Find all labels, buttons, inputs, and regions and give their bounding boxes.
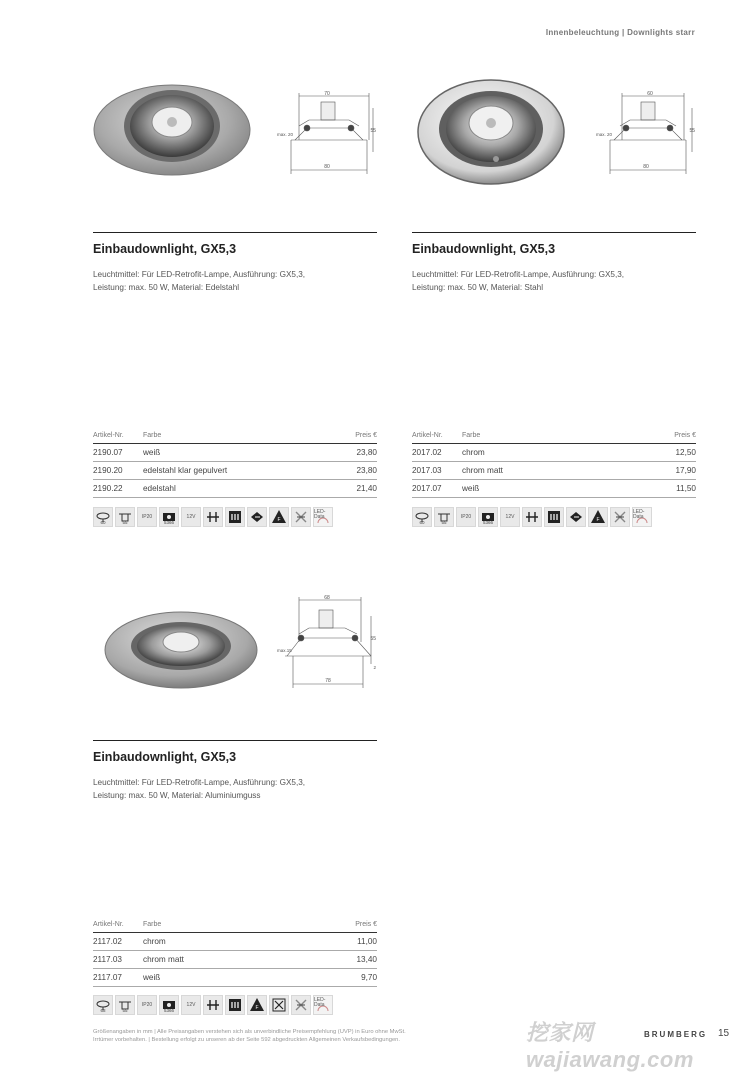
voltage-icon: 12V: [181, 995, 201, 1015]
product-divider: [93, 740, 377, 741]
col-article-no: Artikel-Nr.: [412, 430, 462, 444]
svg-text:F: F: [277, 517, 281, 523]
lamp-code-icon: 5366: [478, 507, 498, 527]
dim-top-1: 70: [324, 91, 330, 97]
spec-icons-1: [93, 507, 333, 527]
table-row: 2017.03 chrom matt 17,90: [412, 462, 696, 480]
col-price: Preis €: [329, 430, 377, 444]
mounting-icon: [522, 507, 542, 527]
ip-rating-icon: IP20: [137, 507, 157, 527]
product-photo-3: [103, 598, 263, 698]
dim-height-1: 55: [370, 128, 376, 134]
product-photo-2: [416, 77, 566, 187]
product-title: Einbaudownlight, GX5,3: [93, 242, 237, 256]
page-number: 15: [718, 1028, 730, 1039]
variant-table-1: [93, 430, 377, 498]
dimension-drawing-3: [277, 594, 377, 694]
protection-class-icon: [225, 995, 245, 1015]
mounting-icon: [203, 995, 223, 1015]
dim-cutout-1: 80: [324, 164, 330, 170]
dim-cutout-3: 78: [325, 678, 331, 684]
ip-rating-icon: IP20: [137, 995, 157, 1015]
lamp-code-icon: 5366: [159, 995, 179, 1015]
product-title: Einbaudownlight, GX5,3: [93, 750, 237, 764]
dimension-drawing-1: [277, 90, 377, 180]
lamp-code-icon: 5366: [159, 507, 179, 527]
no-dimming-icon: [291, 995, 311, 1015]
product-description: Leuchtmittel: Für LED-Retrofit-Lampe, Ausführung: GX5,3, Leistung: max. 50 W, Material: Stahl: [412, 270, 625, 292]
dim-depth-2: max. 20: [596, 132, 613, 137]
svg-text:F: F: [596, 517, 600, 523]
product-description: Leuchtmittel: Für LED-Retrofit-Lampe, Ausführung: GX5,3, Leistung: max. 50 W, Material: Edelstahl: [93, 270, 306, 292]
dim-depth-1: max. 20: [277, 132, 294, 137]
protection-class-icon: [544, 507, 564, 527]
dim-top-3: 68: [324, 595, 330, 601]
led-data-icon: LED-Data: [313, 995, 333, 1015]
no-dimming-icon: [610, 507, 630, 527]
protection-class-icon: [225, 507, 245, 527]
cutout-icon: 60: [412, 507, 432, 527]
product-title: Einbaudownlight, GX5,3: [412, 242, 556, 256]
table-row: 2017.07 weiß 11,50: [412, 480, 696, 498]
breadcrumb: Innenbeleuchtung | Downlights starr: [545, 28, 695, 37]
depth-icon: 55: [115, 507, 135, 527]
col-color: Farbe: [462, 430, 615, 444]
product-divider: [93, 232, 377, 233]
depth-icon: 55: [434, 507, 454, 527]
product-description: Leuchtmittel: Für LED-Retrofit-Lampe, Ausführung: GX5,3, Leistung: max. 50 W, Material: Aluminiumguss: [93, 778, 306, 800]
product-card-1: [93, 80, 377, 530]
col-article-no: Artikel-Nr.: [93, 430, 143, 444]
watermark: 挖家网 wajiawang.com: [526, 1020, 694, 1072]
voltage-icon: 12V: [181, 507, 201, 527]
dim-side-3: 2: [373, 665, 376, 670]
dim-depth-3: max.15: [277, 648, 292, 653]
col-color: Farbe: [143, 919, 296, 933]
dimension-drawing-2: [596, 90, 696, 180]
cutout-icon: 60: [93, 507, 113, 527]
product-photo-1: [93, 80, 253, 180]
voltage-icon: 12V: [500, 507, 520, 527]
furniture-mark-icon: [269, 507, 289, 527]
col-price: Preis €: [615, 430, 696, 444]
ip-rating-icon: IP20: [456, 507, 476, 527]
spec-icons-3: [93, 995, 333, 1015]
transformer-icon: [566, 507, 586, 527]
furniture-mark-icon: [247, 995, 267, 1015]
product-divider: [412, 232, 696, 233]
table-row: 2190.22 edelstahl 21,40: [93, 480, 377, 498]
table-row: 2117.02 chrom 11,00: [93, 933, 377, 951]
dim-cutout-2: 80: [643, 164, 649, 170]
brand-logo: BRUMBERG: [644, 1030, 708, 1039]
dim-top-2: 60: [647, 91, 653, 97]
variant-table-2: [412, 430, 696, 498]
hourglass-icon: [269, 995, 289, 1015]
product-card-3: [93, 588, 377, 1018]
table-row: 2117.07 weiß 9,70: [93, 969, 377, 987]
col-price: Preis €: [296, 919, 377, 933]
cutout-icon: 68: [93, 995, 113, 1015]
dim-height-2: 55: [689, 128, 695, 134]
footer-note: Größenangaben in mm | Alle Preisangaben verstehen sich als unverbindliche Preisempfehlung (UVP) in Euro ohne MwSt. Irrtümer vorbehalten. | Bestellung erfolgt zu unseren ab der Seite 592 abgedruckten Allgemeinen Verkaufsbedingungen.: [93, 1029, 406, 1043]
svg-text:F: F: [255, 1005, 259, 1011]
led-data-icon: LED-Data: [313, 507, 333, 527]
no-dimming-icon: [291, 507, 311, 527]
depth-icon: 55: [115, 995, 135, 1015]
led-data-icon: LED-Data: [632, 507, 652, 527]
furniture-mark-icon: [588, 507, 608, 527]
mounting-icon: [203, 507, 223, 527]
col-color: Farbe: [143, 430, 329, 444]
transformer-icon: [247, 507, 267, 527]
table-row: 2017.02 chrom 12,50: [412, 444, 696, 462]
col-article-no: Artikel-Nr.: [93, 919, 143, 933]
table-row: 2190.20 edelstahl klar gepulvert 23,80: [93, 462, 377, 480]
dim-height-3: 55: [370, 636, 376, 642]
product-card-2: [412, 80, 696, 530]
variant-table-3: [93, 919, 377, 987]
spec-icons-2: [412, 507, 652, 527]
table-row: 2117.03 chrom matt 13,40: [93, 951, 377, 969]
table-row: 2190.07 weiß 23,80: [93, 444, 377, 462]
